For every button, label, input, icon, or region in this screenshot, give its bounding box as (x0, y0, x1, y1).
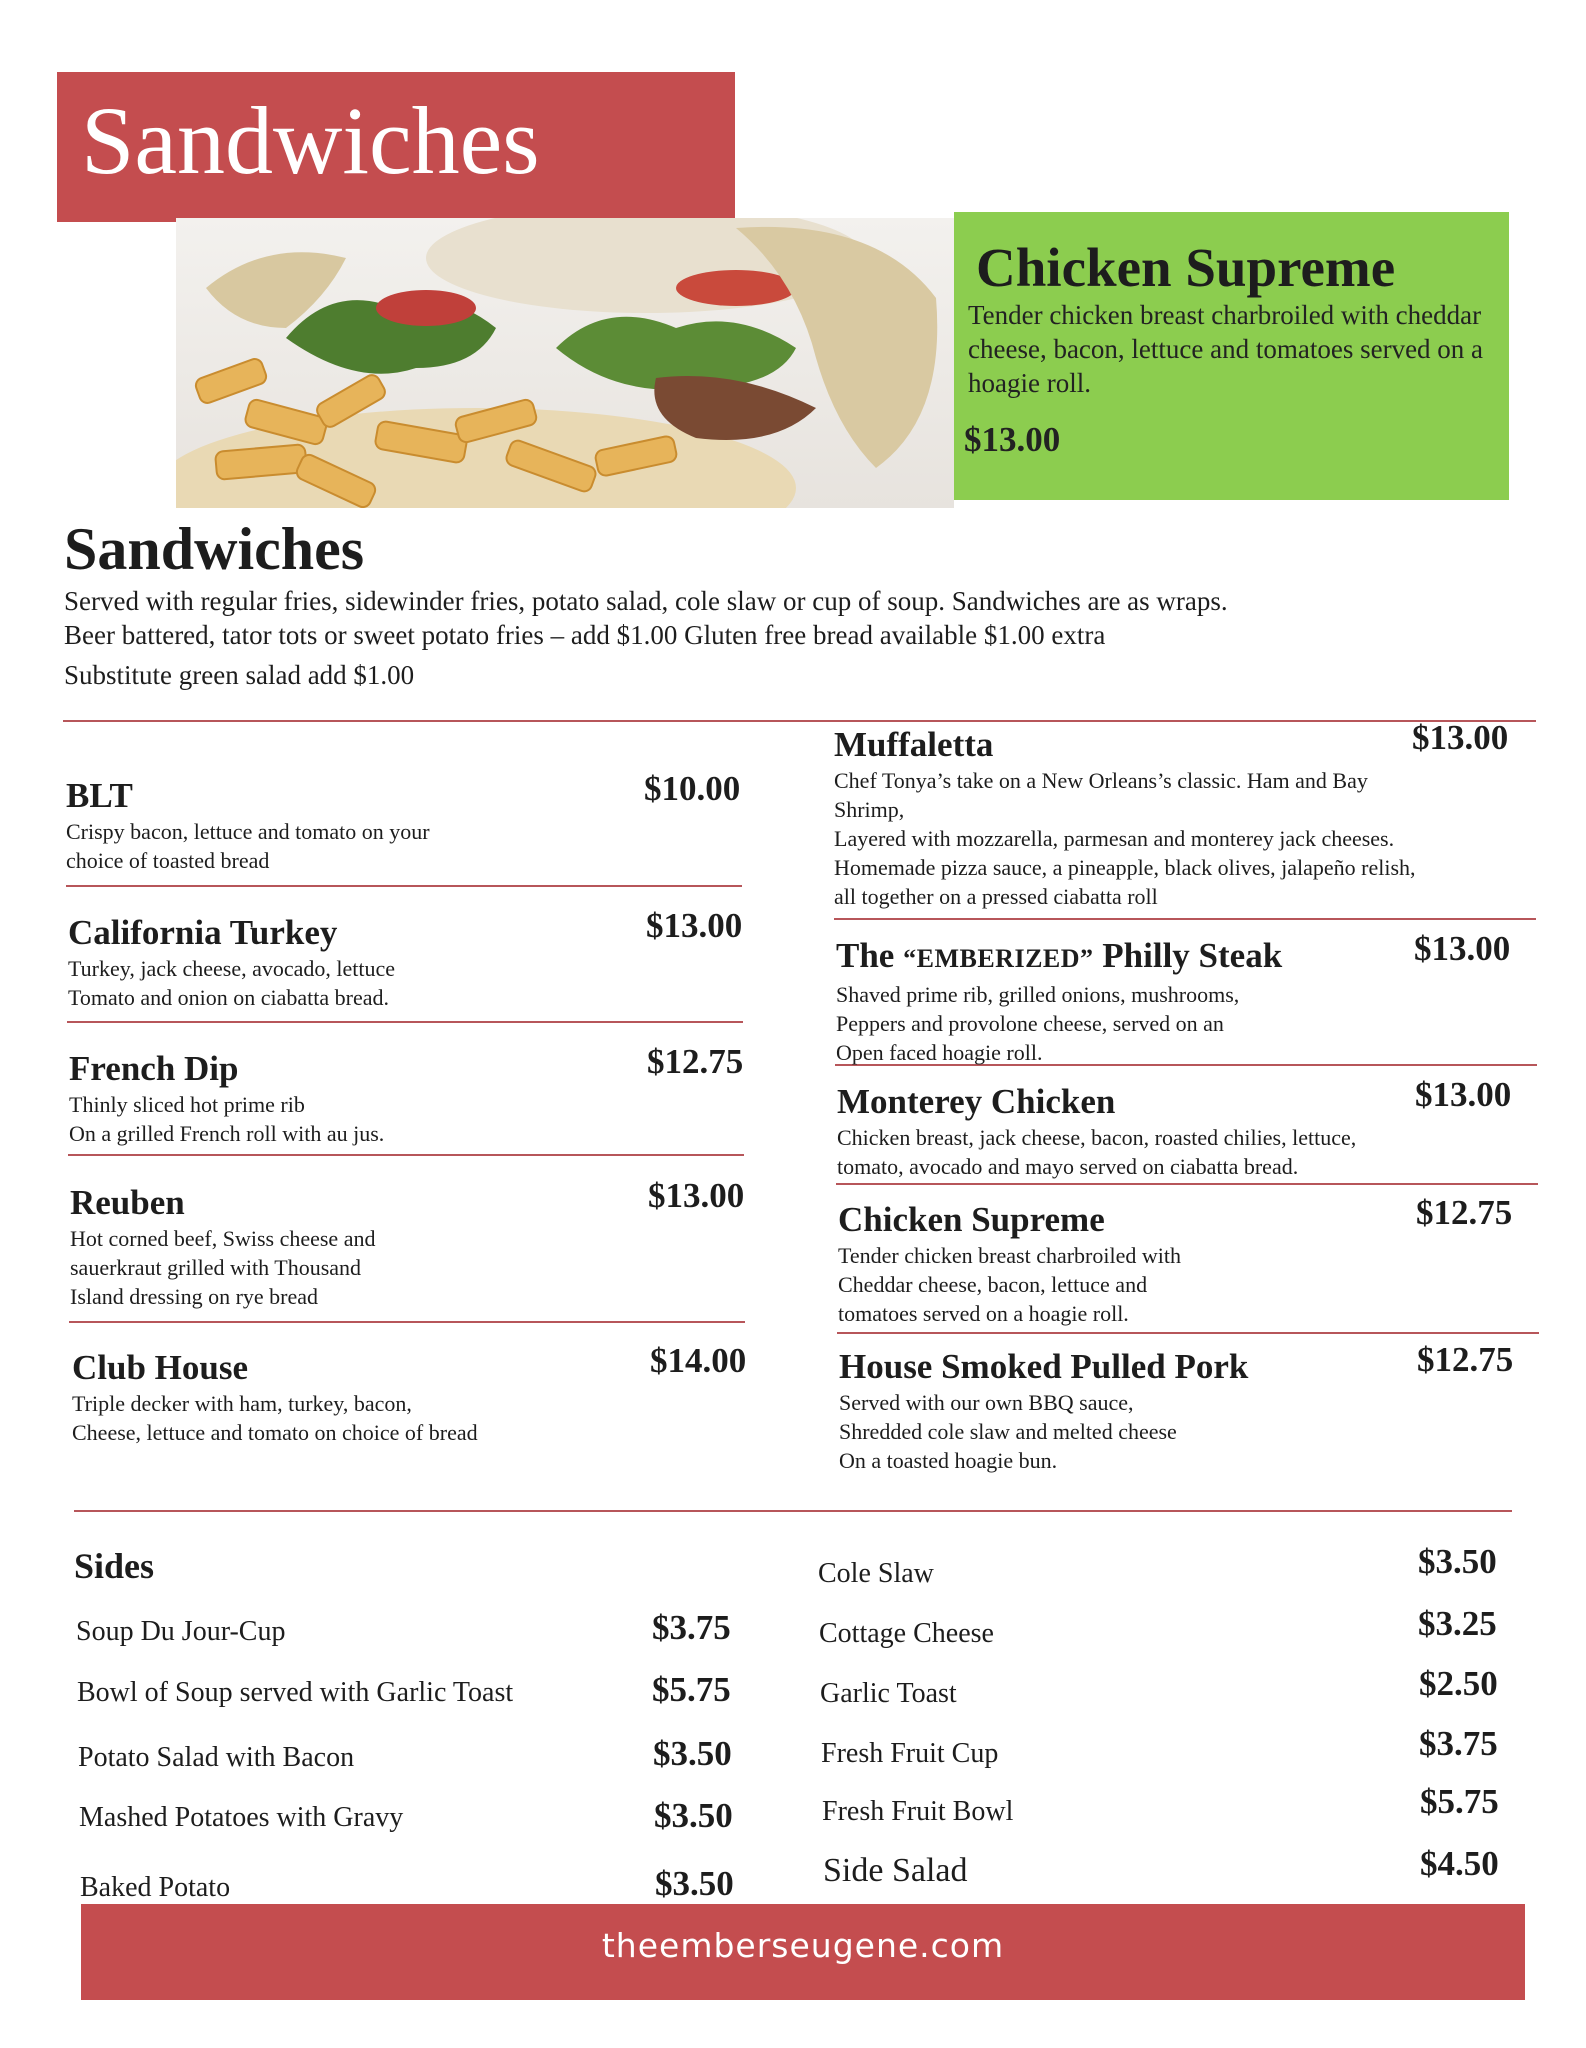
menu-item-club-house (72, 1341, 762, 1447)
divider (69, 1321, 745, 1323)
menu-item-monterey-chicken (837, 1075, 1527, 1181)
sandwich-illustration (176, 218, 954, 508)
item-price: $13.00 (1414, 929, 1511, 968)
item-name-part: The (836, 936, 904, 975)
side-price: $2.50 (1419, 1664, 1498, 1703)
sandwich-photo (176, 218, 954, 508)
divider (74, 1510, 1512, 1512)
item-description: Turkey, jack cheese, avocado, lettuce Tomato and onion on ciabatta bread. (68, 956, 396, 1010)
menu-item-chicken-supreme (838, 1193, 1528, 1328)
section-title: Sandwiches (64, 516, 365, 582)
divider (66, 885, 742, 887)
divider (68, 1154, 744, 1156)
item-name: Reuben (70, 1183, 185, 1222)
side-price: $3.75 (652, 1608, 731, 1647)
item-price: $13.00 (1412, 718, 1509, 757)
item-price: $12.75 (647, 1042, 744, 1081)
item-description: Chicken breast, jack cheese, bacon, roasted chilies, lettuce, tomato, avocado and mayo served on ciabatta bread. (837, 1125, 1357, 1179)
item-price: $13.00 (648, 1176, 745, 1215)
featured-description: Tender chicken breast charbroiled with cheddar cheese, bacon, lettuce and tomatoes served on a hoagie roll. (968, 300, 1484, 398)
item-description: Tender chicken breast charbroiled with Cheddar cheese, bacon, lettuce and tomatoes served on a hoagie roll. (838, 1243, 1181, 1326)
item-price: $12.75 (1417, 1340, 1514, 1379)
title-banner (57, 72, 735, 222)
item-name: Chicken Supreme (838, 1200, 1105, 1239)
menu-title: Sandwiches (81, 87, 540, 194)
side-price: $5.75 (652, 1670, 731, 1709)
side-price: $5.75 (1420, 1782, 1499, 1821)
item-price: $13.00 (646, 906, 743, 945)
item-description: Triple decker with ham, turkey, bacon, Cheese, lettuce and tomato on choice of bread (72, 1391, 478, 1445)
side-name: Fresh Fruit Cup (821, 1738, 999, 1769)
item-name-emphasis: “EMBERIZED” (903, 944, 1094, 973)
side-price: $3.25 (1418, 1604, 1497, 1643)
side-name: Bowl of Soup served with Garlic Toast (77, 1677, 514, 1708)
side-price: $3.50 (655, 1864, 734, 1903)
featured-price: $13.00 (964, 420, 1061, 459)
divider (63, 720, 1536, 722)
item-description: Chef Tonya’s take on a New Orleans’s classic. Ham and Bay Shrimp, Layered with mozzarella, parmesan and monterey jack cheeses. Homemade pizza sauce, a pineapple, black olives, jalapeño relish, all together on a pressed ciabatta roll (834, 768, 1416, 909)
item-description: Hot corned beef, Swiss cheese and sauerkraut grilled with Thousand Island dressing on rye bread (70, 1226, 376, 1309)
divider (67, 1021, 743, 1023)
menu-item-pulled-pork (839, 1340, 1529, 1475)
item-name: Club House (72, 1348, 249, 1387)
item-name: BLT (66, 776, 133, 815)
side-name: Cottage Cheese (819, 1618, 994, 1649)
item-name: Monterey Chicken (837, 1082, 1116, 1121)
side-price: $3.75 (1419, 1724, 1498, 1763)
item-price: $12.75 (1416, 1193, 1513, 1232)
intro-line: Served with regular fries, sidewinder fries, potato salad, cole slaw or cup of soup. Sandwiches are as wraps. (64, 586, 1228, 616)
item-price: $10.00 (644, 769, 741, 808)
intro-line: Beer battered, tator tots or sweet potato fries – add $1.00 Gluten free bread available $1.00 extra (64, 620, 1106, 650)
featured-name: Chicken Supreme (976, 237, 1396, 298)
side-name: Fresh Fruit Bowl (822, 1796, 1014, 1827)
item-name: House Smoked Pulled Pork (839, 1347, 1249, 1386)
divider (837, 1332, 1539, 1334)
website-link[interactable]: theemberseugene.com (601, 1926, 1005, 1965)
menu-item-philly-steak (836, 929, 1526, 1067)
divider (836, 1183, 1538, 1185)
side-name: Soup Du Jour-Cup (76, 1616, 286, 1647)
side-name: Baked Potato (80, 1872, 231, 1903)
menu-item-blt (66, 769, 756, 875)
side-name: Side Salad (823, 1852, 968, 1889)
menu-item-muffaletta (834, 718, 1524, 911)
item-name-part: Philly Steak (1093, 936, 1283, 975)
item-name: French Dip (69, 1049, 239, 1088)
sides-title: Sides (74, 1546, 155, 1586)
divider (834, 918, 1536, 920)
item-description: Thinly sliced hot prime rib On a grilled French roll with au jus. (69, 1092, 385, 1146)
side-name: Potato Salad with Bacon (78, 1742, 355, 1773)
item-description: Crispy bacon, lettuce and tomato on your choice of toasted bread (66, 819, 430, 873)
side-name: Mashed Potatoes with Gravy (79, 1802, 404, 1833)
menu-item-reuben (70, 1176, 760, 1311)
side-name: Garlic Toast (820, 1678, 957, 1709)
side-name: Cole Slaw (818, 1558, 934, 1589)
item-description: Shaved prime rib, grilled onions, mushrooms, Peppers and provolone cheese, served on an Open faced hoagie roll. (836, 982, 1240, 1065)
side-price: $3.50 (654, 1796, 733, 1835)
menu-item-french-dip (69, 1042, 759, 1148)
intro-line: Substitute green salad add $1.00 (64, 660, 415, 690)
item-name: California Turkey (68, 913, 338, 952)
item-price: $13.00 (1415, 1075, 1512, 1114)
item-price: $14.00 (650, 1341, 747, 1380)
item-description: Served with our own BBQ sauce, Shredded cole slaw and melted cheese On a toasted hoagie bun. (839, 1390, 1177, 1473)
side-price: $4.50 (1420, 1844, 1499, 1883)
side-price: $3.50 (1418, 1542, 1497, 1581)
menu-item-california-turkey (68, 906, 758, 1012)
side-price: $3.50 (653, 1734, 732, 1773)
footer-banner (81, 1904, 1525, 2000)
featured-special-box (954, 212, 1509, 500)
item-name: Muffaletta (834, 725, 994, 764)
